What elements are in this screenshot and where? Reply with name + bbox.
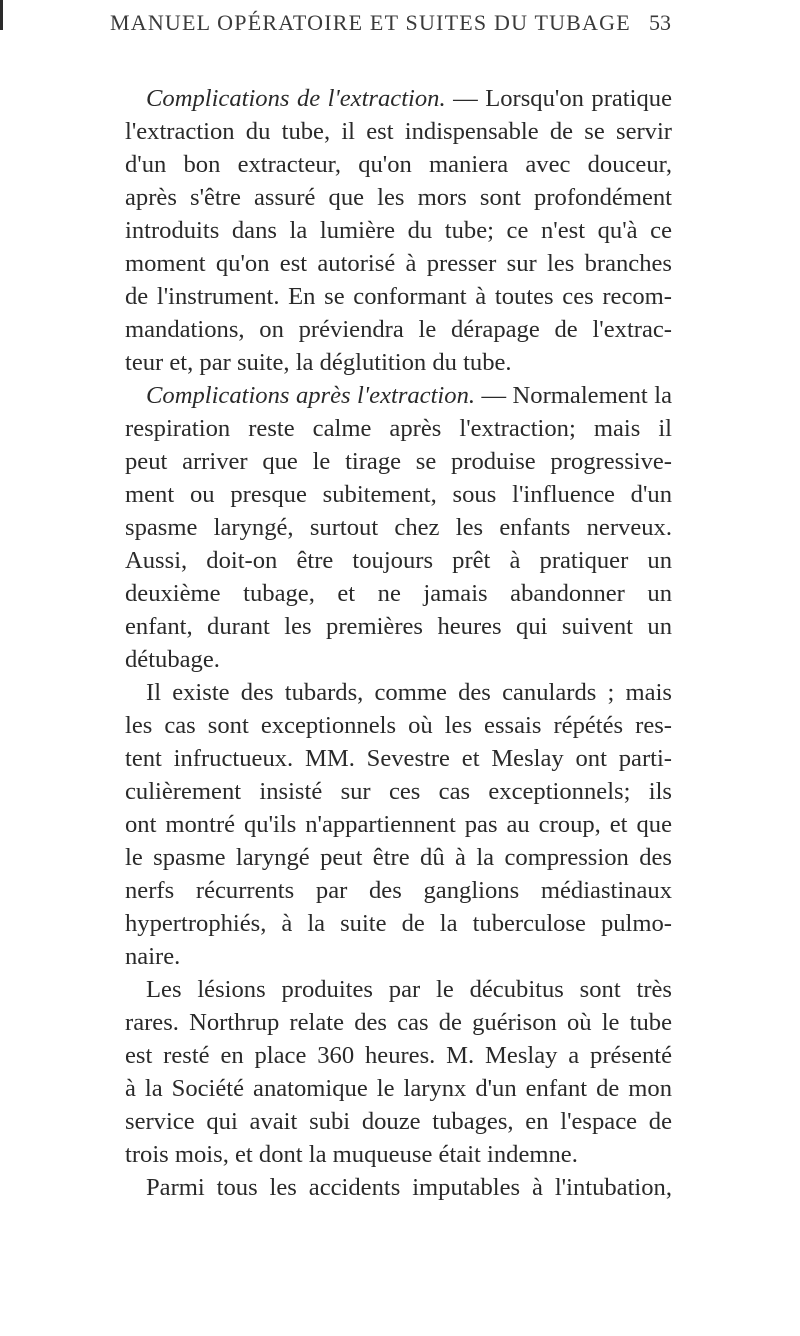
paragraph-line: à la Société anatomique le larynx d'un enfant de mon (125, 1075, 672, 1102)
paragraph-line: l'extraction du tube, il est indispensable de se servir (125, 118, 672, 145)
page-header (110, 6, 670, 40)
paragraph-line: tent infructueux. MM. Sevestre et Meslay ont parti- (125, 745, 672, 772)
section-heading: Complications de l'extraction. (146, 85, 446, 112)
paragraph-line: est resté en place 360 heures. M. Meslay a présenté (125, 1042, 672, 1069)
paragraph-line: service qui avait subi douze tubages, en l'espace de (125, 1108, 672, 1135)
paragraph-line: Il existe des tubards, comme des canulards ; mais (146, 679, 672, 706)
paragraph-line: teur et, par suite, la déglutition du tube. (125, 349, 512, 376)
paragraph-line: Parmi tous les accidents imputables à l'intubation, (146, 1174, 672, 1201)
page-edge-mark (0, 0, 3, 30)
paragraph-line: nerfs récurrents par des ganglions médiastinaux (125, 877, 672, 904)
paragraph-line: d'un bon extracteur, qu'on maniera avec douceur, (125, 151, 672, 178)
paragraph-line: après s'être assuré que les mors sont profondément (125, 184, 672, 211)
paragraph-line: détubage. (125, 646, 220, 673)
page-number: 53 (649, 10, 671, 35)
paragraph-line: les cas sont exceptionnels où les essais répétés res- (125, 712, 672, 739)
paragraph-line: ont montré qu'ils n'appartiennent pas au croup, et que (125, 811, 672, 838)
paragraph-line: peut arriver que le tirage se produise progressive- (125, 448, 672, 475)
paragraph-line: moment qu'on est autorisé à presser sur les branches (125, 250, 672, 277)
paragraph-line: naire. (125, 943, 181, 970)
paragraph-line: trois mois, et dont la muqueuse était indemne. (125, 1141, 578, 1168)
paragraph-line: mandations, on préviendra le dérapage de l'extrac- (125, 316, 672, 343)
running-title: MANUEL OPÉRATOIRE ET SUITES DU TUBAGE (110, 10, 631, 35)
paragraph-line: respiration reste calme après l'extraction; mais il (125, 415, 672, 442)
paragraph-line: culièrement insisté sur ces cas exceptionnels; ils (125, 778, 672, 805)
section-heading: Complications après l'extraction. (146, 382, 476, 409)
paragraph-line: introduits dans la lumière du tube; ce n'est qu'à ce (125, 217, 672, 244)
paragraph-line: hypertrophiés, à la suite de la tuberculose pulmo- (125, 910, 672, 937)
paragraph-line: enfant, durant les premières heures qui suivent un (125, 613, 672, 640)
paragraph-line: Aussi, doit-on être toujours prêt à pratiquer un (125, 547, 672, 574)
paragraph-line: ment ou presque subitement, sous l'influence d'un (125, 481, 672, 508)
paragraph-line: Les lésions produites par le décubitus sont très (146, 976, 672, 1003)
paragraph-line: le spasme laryngé peut être dû à la compression des (125, 844, 672, 871)
paragraph-line: spasme laryngé, surtout chez les enfants nerveux. (125, 514, 672, 541)
paragraph-line: Complications de l'extraction. — Lorsqu'on pratique (146, 85, 672, 112)
paragraph-line: deuxième tubage, et ne jamais abandonner un (125, 580, 672, 607)
paragraph-line: rares. Northrup relate des cas de guérison où le tube (125, 1009, 672, 1036)
paragraph-line: Complications après l'extraction. — Normalement la (146, 382, 672, 409)
paragraph-line: de l'instrument. En se conformant à toutes ces recom- (125, 283, 672, 310)
